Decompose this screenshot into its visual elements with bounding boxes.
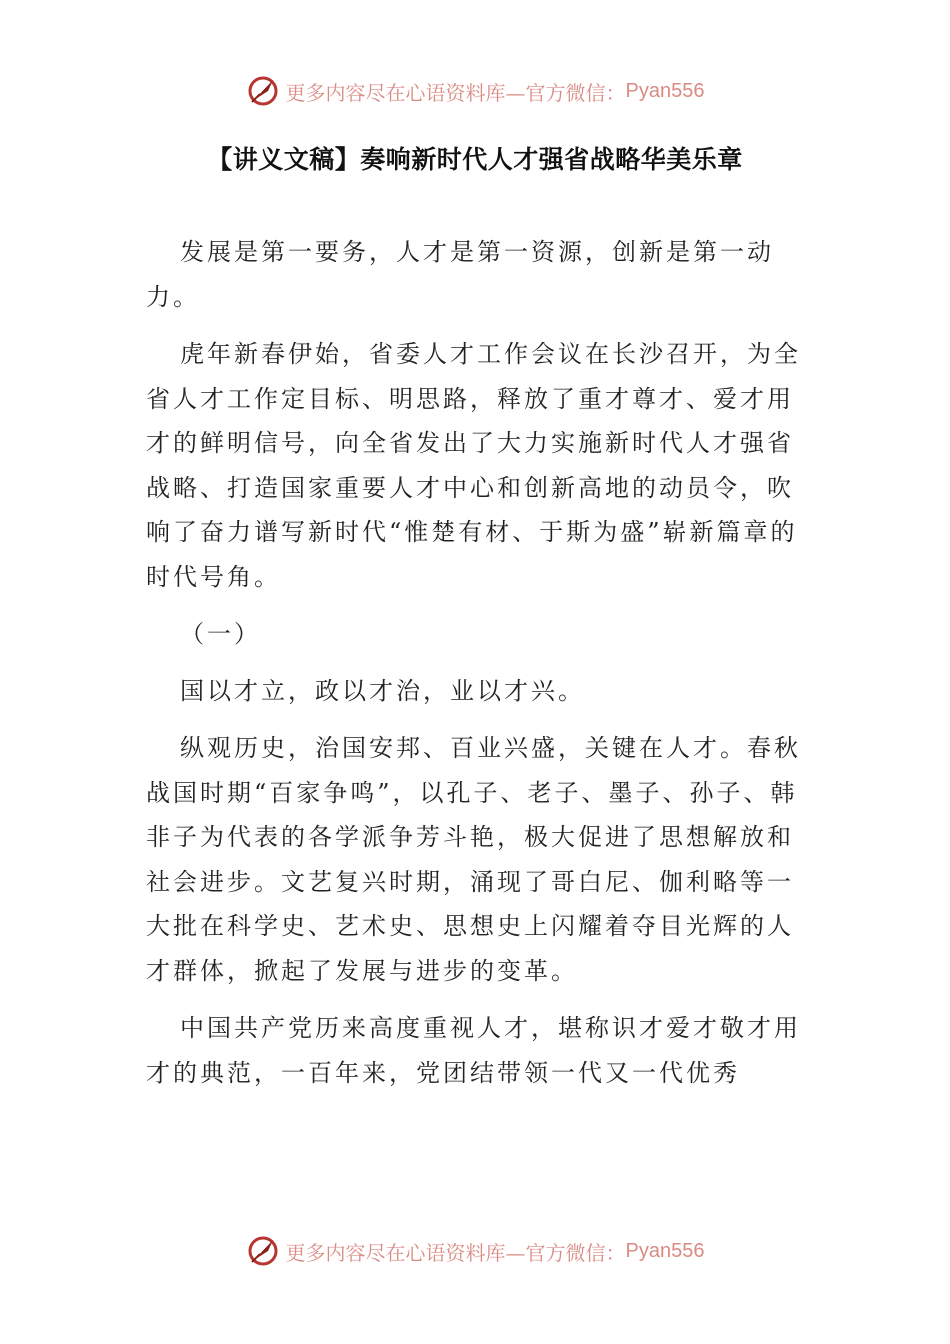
document-body [146,230,811,1108]
document-title: 【讲义文稿】奏响新时代人才强省战略华美乐章 [207,145,743,174]
banner-wechat-id: Pyan556 [625,79,705,102]
paragraph-5: 中国共产党历来高度重视人才，堪称识才爱才敬才用才的典范，一百年来，党团结带领一代又一代优秀 [146,1014,801,1087]
header-watermark-banner [0,74,950,108]
quill-logo-icon [246,74,280,108]
paragraph-3: 国以才立，政以才治，业以才兴。 [180,676,585,705]
paragraph-4: 纵观历史，治国安邦、百业兴盛，关键在人才。春秋战国时期“百家争鸣”，以孔子、老子、墨子、孙子、韩非子为代表的各学派争芳斗艳，极大促进了思想解放和社会进步。文艺复兴时期，涌现了哥白尼、伽利略等一大批在科学史、艺术史、思想史上闪耀着夺目光辉的人才群体，掀起了发展与进步的变革。 [146,734,801,985]
banner-text: 更多内容尽在心语资料库—官方微信： [285,80,626,105]
paragraph-1: 发展是第一要务，人才是第一资源，创新是第一动力。 [146,238,774,311]
footer-watermark-banner [0,1234,950,1268]
section-heading: （一） [180,620,261,648]
quill-logo-icon [246,1234,280,1268]
banner-wechat-id: Pyan556 [625,1239,705,1262]
banner-text: 更多内容尽在心语资料库—官方微信： [285,1240,626,1265]
paragraph-2: 虎年新春伊始，省委人才工作会议在长沙召开，为全省人才工作定目标、明思路，释放了重才尊才、爱才用才的鲜明信号，向全省发出了大力实施新时代人才强省战略、打造国家重要人才中心和创新高地的动员令，吹响了奋力谱写新时代“惟楚有材、于斯为盛”崭新篇章的时代号角。 [146,340,801,591]
